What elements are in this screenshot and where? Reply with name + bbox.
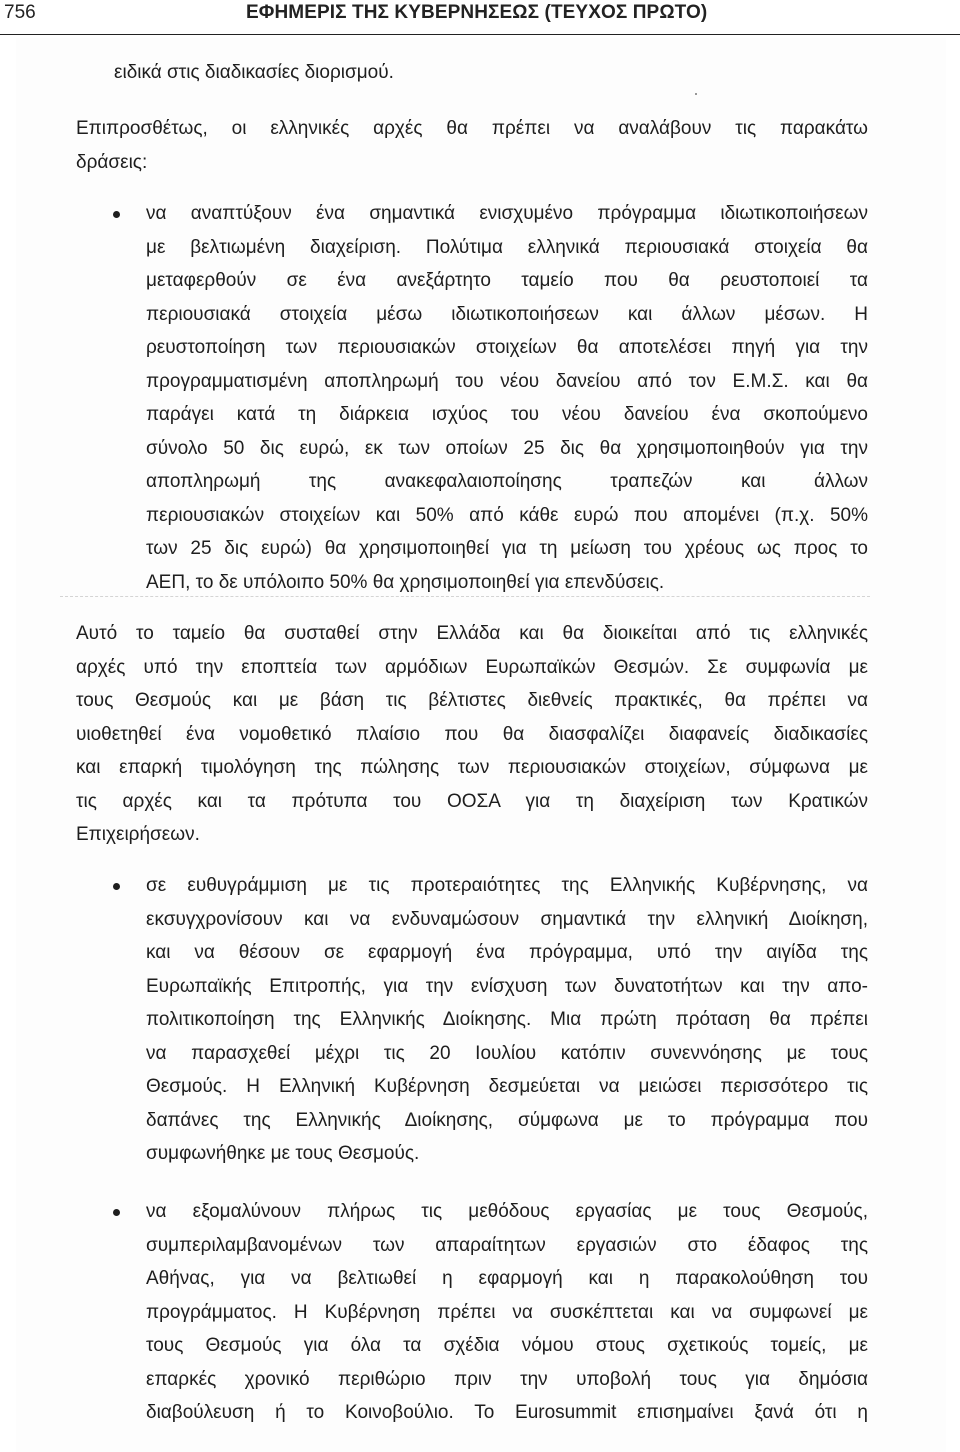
text-line: συμπεριλαμβανομένων των απαραίτητων εργασιών στο έδαφος της	[146, 1234, 868, 1256]
text-line: προγράμματος. Η Κυβέρνηση πρέπει να συσκέπτεται και να συμφωνεί με	[146, 1301, 868, 1323]
scan-speck	[695, 93, 697, 95]
text-line: Επιχειρήσεων.	[76, 824, 200, 845]
continued-text	[114, 56, 614, 90]
text-line: Θεσμούς. Η Ελληνική Κυβέρνηση δεσμεύεται να μειώσει περισσότερο τις	[146, 1076, 868, 1097]
bullet-dot	[113, 883, 120, 890]
scan-seam	[60, 596, 870, 597]
text-line: διαβούλευση ή το Κοινοβούλιο. Το Eurosummit επισημαίνει ξανά ότι η	[146, 1402, 868, 1423]
text-line: υιοθετηθεί ένα νομοθετικό πλαίσιο που θα διασφαλίζει διαφανείς διαδικασίες	[76, 723, 868, 745]
text-line: περιουσιακών στοιχείων και 50% από κάθε ευρώ που απομένει (π.χ. 50%	[146, 504, 868, 526]
bullet-dot	[113, 1209, 120, 1216]
text-line: αρχές υπό την εποπτεία των αρμόδιων Ευρωπαϊκών Θεσμών. Σε συμφωνία με	[76, 656, 868, 678]
text-line: μεταφερθούν σε ένα ανεξάρτητο ταμείο που θα ρευστοποιεί τα	[146, 270, 868, 291]
bullet-dot	[113, 211, 120, 218]
fund-paragraph	[76, 617, 868, 852]
intro-paragraph	[76, 112, 868, 179]
bullet-item-administration	[146, 869, 868, 1171]
page-header	[0, 0, 960, 35]
text-line: προγραμματισμένη αποπληρωμή του νέου δανείου από τον Ε.Μ.Σ. και θα	[146, 370, 868, 392]
text-line: σύνολο 50 δις ευρώ, εκ των οποίων 25 δις θα χρησιμοποιηθούν για την	[146, 437, 868, 459]
text-line: παράγει κατά τη διάρκεια ισχύος του νέου δανείου ένα σκοπούμενο	[146, 404, 868, 425]
text-line: και επαρκή τιμολόγηση της πώλησης των περιουσιακών στοιχείων, σύμφωνα με	[76, 757, 868, 778]
gazette-title: ΕΦΗΜΕΡΙΣ ΤΗΣ ΚΥΒΕΡΝΗΣΕΩΣ (ΤΕΥΧΟΣ ΠΡΩΤΟ)	[246, 2, 708, 23]
text-line: Αθήνας, για να βελτιωθεί η εφαρμογή και η παρακολούθηση του	[146, 1268, 868, 1289]
text-line: πολιτικοποίηση της Ελληνικής Διοίκησης. Μια πρώτη πρόταση θα πρέπει	[146, 1009, 868, 1030]
text-line: Ευρωπαϊκής Επιτροπής, για την ενίσχυση των δυνατοτήτων και την απο-	[146, 975, 868, 997]
text-line: ΑΕΠ, το δε υπόλοιπο 50% θα χρησιμοποιηθεί για επενδύσεις.	[146, 571, 665, 593]
text-line: δαπάνες της Ελληνικής Διοίκησης, σύμφωνα με το πρόγραμμα που	[146, 1109, 868, 1131]
text-line: να εξομαλύνουν πλήρως τις μεθόδους εργασίας με τους Θεσμούς,	[146, 1201, 868, 1222]
text-line: και να θέσουν σε εφαρμογή ένα πρόγραμμα, υπό την αιγίδα της	[146, 942, 868, 963]
text-line: ειδικά στις διαδικασίες διορισμού.	[114, 62, 394, 83]
text-line: τους Θεσμούς για όλα τα σχέδια νόμου στους σχετικούς τομείς, με	[146, 1335, 868, 1356]
text-line: με βελτιωμένη διαχείριση. Πολύτιμα ελληνικά περιουσιακά στοιχεία θα	[146, 236, 868, 258]
text-line: τους Θεσμούς και με βάση τις βέλτιστες διεθνείς πρακτικές, θα πρέπει να	[76, 690, 868, 711]
page-number: 756	[4, 2, 36, 23]
text-line: σε ευθυγράμμιση με τις προτεραιότητες της Ελληνικής Κυβέρνησης, να	[146, 875, 868, 896]
text-line: Αυτό το ταμείο θα συσταθεί στην Ελλάδα και θα διοικείται από τις ελληνικές	[76, 623, 868, 644]
text-line: Επιπροσθέτως, οι ελληνικές αρχές θα πρέπει να αναλάβουν τις παρακάτω	[76, 118, 868, 139]
text-line: των 25 δις ευρώ) θα χρησιμοποιηθεί για τη μείωση του χρέους ως προς το	[146, 538, 868, 559]
bullet-item-working-methods	[146, 1195, 868, 1430]
text-line: να παρασχεθεί μέχρι τις 20 Ιουλίου κατόπιν συνεννόησης με τους	[146, 1042, 868, 1064]
text-line: δράσεις:	[76, 151, 148, 173]
text-line: τις αρχές και τα πρότυπα του ΟΟΣΑ για τη διαχείριση των Κρατικών	[76, 790, 868, 812]
text-line: επαρκές χρονικό περιθώριο πριν την υποβολή τους για δημόσια	[146, 1368, 868, 1390]
text-line: ρευστοποίηση των περιουσιακών στοιχείων θα αποτελέσει πηγή για την	[146, 337, 868, 358]
bullet-item-privatization	[146, 197, 868, 599]
text-line: εκσυγχρονίσουν και να ενδυναμώσουν σημαντικά την ελληνική Διοίκηση,	[146, 908, 868, 930]
text-line: αποπληρωμή της ανακεφαλαιοποίησης τραπεζών και άλλων	[146, 471, 868, 492]
text-line: να αναπτύξουν ένα σημαντικά ενισχυμένο πρόγραμμα ιδιωτικοποιήσεων	[146, 203, 868, 224]
text-line: περιουσιακά στοιχεία μέσω ιδιωτικοποιήσεων και άλλων μέσων. Η	[146, 303, 868, 325]
text-line: συμφωνήθηκε με τους Θεσμούς.	[146, 1143, 420, 1164]
